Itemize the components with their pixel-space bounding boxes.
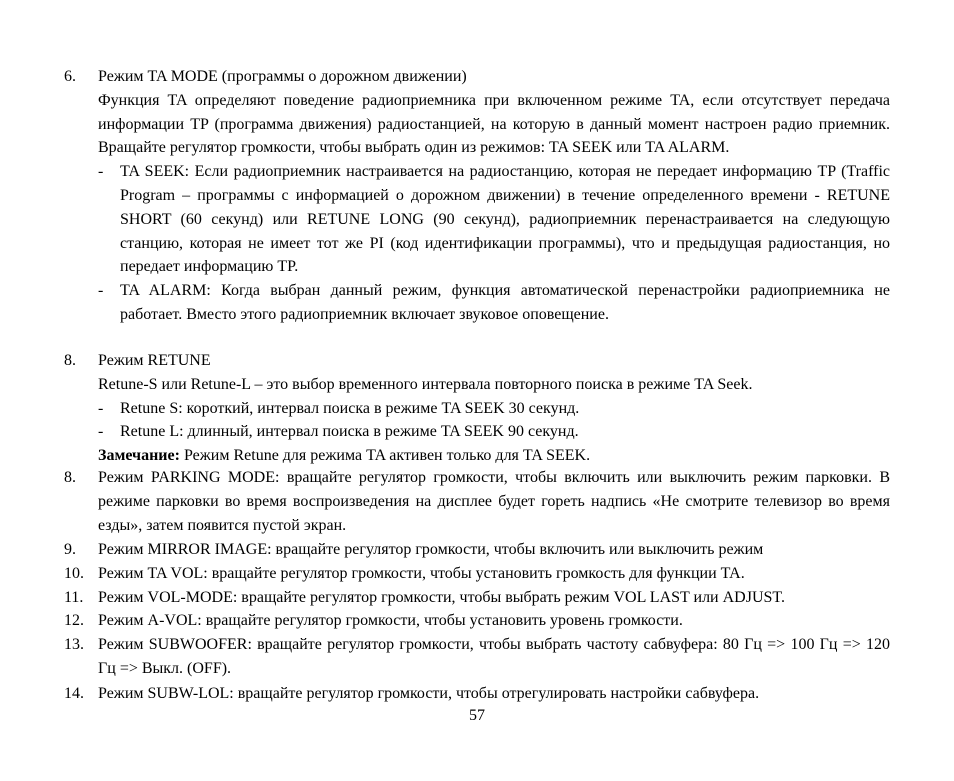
- item-number: 8.: [64, 352, 76, 369]
- item-number: 12.: [64, 612, 84, 629]
- item-subwoofer: [64, 633, 890, 681]
- page-number: 57: [469, 707, 485, 724]
- item-intro: Функция TA определяют поведение радиоприемника при включенном режиме TA, если отсутствует передача информации TP (программа движения) радиостанцией, на которую в данный момент настроен радио приемник. Вращайте регулятор громкости, чтобы выбрать один из режимов: TA SEEK или TA ALARM.: [98, 91, 890, 157]
- item-retune: [64, 349, 890, 468]
- item-subw-lol: [64, 682, 890, 706]
- item-number: 11.: [64, 589, 84, 606]
- item-number: 14.: [64, 685, 84, 702]
- item-intro: Retune-S или Retune-L – это выбор временного интервала повторного поиска в режиме TA Seek.: [98, 375, 753, 393]
- item-text: Режим A-VOL: вращайте регулятор громкости, чтобы установить уровень громкости.: [98, 612, 683, 629]
- note-text: Режим Retune для режима TA активен только для TA SEEK.: [179, 447, 591, 465]
- sub-item-text: TA SEEK: Если радиоприемник настраивается на радиостанцию, которая не передает информацию TP (Traffic Program – программы с информацией о дорожном движении) в течение определенного времени - RETUNE SHORT (60 секунд) или RETUNE LONG (90 секунд), радиоприемник перенастраивается на следующую станцию, которая не имеет тот же PI (код идентификации программы), что и предыдущая радиостанция, но передает информацию TP.: [120, 163, 890, 276]
- note-label: Замечание:: [98, 447, 180, 465]
- sub-item-retune-s: [98, 397, 890, 421]
- item-heading: Режим TA MODE (программы о дорожном движении): [98, 68, 467, 85]
- item-number: 13.: [64, 636, 84, 653]
- dash-marker: -: [98, 163, 104, 181]
- dash-marker: -: [98, 423, 104, 441]
- sub-item-ta-seek: [98, 160, 890, 279]
- item-ta-mode: [64, 65, 890, 327]
- item-ta-vol: [64, 562, 890, 586]
- item-parking-mode: [64, 466, 890, 537]
- item-text: Режим SUBWOOFER: вращайте регулятор громкости, чтобы выбрать частоту сабвуфера: 80 Гц => 100 Гц => 120 Гц => Выкл. (OFF).: [98, 636, 890, 677]
- sub-item-text: Retune L: длинный, интервал поиска в режиме TA SEEK 90 секунд.: [120, 423, 579, 441]
- item-text: Режим MIRROR IMAGE: вращайте регулятор громкости, чтобы включить или выключить режим: [98, 541, 764, 558]
- item-number: 9.: [64, 541, 76, 558]
- item-number: 6.: [64, 68, 76, 85]
- item-text: Режим PARKING MODE: вращайте регулятор громкости, чтобы включить или выключить режим парковки. В режиме парковки во время воспроизведения на дисплее будет гореть надпись «Не смотрите телевизор во время езды», затем появится пустой экран.: [98, 469, 890, 534]
- sub-item-text: TA ALARM: Когда выбран данный режим, функция автоматической перенастройки радиоприемника не работает. Вместо этого радиоприемник включает звуковое оповещение.: [120, 282, 890, 323]
- item-mirror-image: [64, 538, 890, 562]
- item-a-vol: [64, 609, 890, 633]
- dash-marker: -: [98, 282, 104, 300]
- item-vol-mode: [64, 586, 890, 610]
- sub-item-retune-l: [98, 420, 890, 444]
- note: [98, 444, 890, 468]
- dash-marker: -: [98, 399, 104, 417]
- sub-item-ta-alarm: [98, 279, 890, 327]
- item-text: Режим TA VOL: вращайте регулятор громкости, чтобы установить громкость для функции TA.: [98, 565, 745, 582]
- item-number: 10.: [64, 565, 84, 582]
- item-heading: Режим RETUNE: [98, 352, 211, 369]
- item-text: Режим VOL-MODE: вращайте регулятор громкости, чтобы выбрать режим VOL LAST или ADJUST.: [98, 589, 785, 606]
- sub-item-text: Retune S: короткий, интервал поиска в режиме TA SEEK 30 секунд.: [120, 399, 580, 417]
- item-text: Режим SUBW-LOL: вращайте регулятор громкости, чтобы отрегулировать настройки сабвуфера.: [98, 685, 760, 702]
- item-number: 8.: [64, 469, 76, 486]
